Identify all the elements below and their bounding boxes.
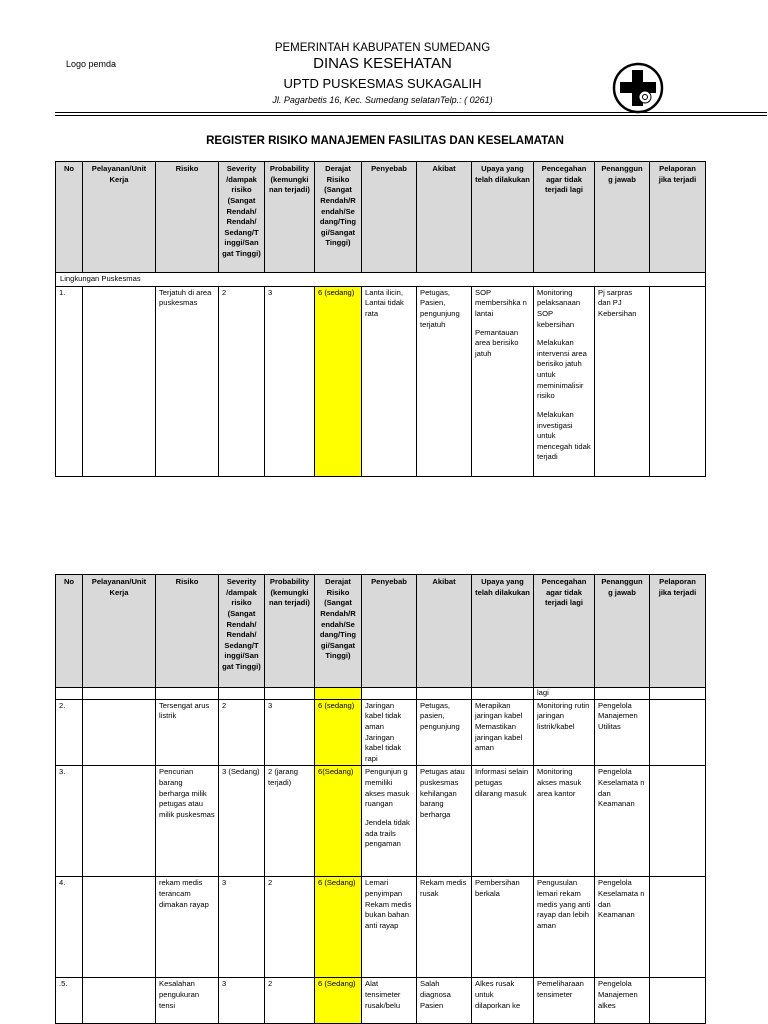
cell-upaya: Merapikan jaringan kabel Memastikan jaringan kabel aman [472, 699, 534, 766]
letterhead-divider-second [55, 115, 767, 116]
cell-no: .5. [56, 978, 83, 1024]
document-title: REGISTER RISIKO MANAJEMEN FASILITAS DAN KESELAMATAN [206, 135, 564, 147]
cell-derajat: 6 (sedang) [315, 286, 362, 476]
cell-unit [83, 877, 156, 978]
section-label: Lingkungan Puskesmas [56, 273, 706, 287]
cell-penyebab-part-b: Jendela tidak ada trails pengaman [365, 817, 410, 849]
table-header-row [56, 575, 706, 688]
cell-penanggung: Pengelola Manajemen alkes [595, 978, 650, 1024]
cell-pelaporan [650, 978, 706, 1024]
cell-severity: 3 [219, 877, 265, 978]
cell-upaya-part-a: SOP membersihka n lantai [475, 287, 527, 318]
letterhead-line-department: DINAS KESEHATAN [313, 55, 452, 72]
cell-risiko: Kesalahan pengukuran tensi [156, 978, 219, 1024]
health-cross-logo-icon [612, 62, 664, 114]
letterhead-line-government: PEMERINTAH KABUPATEN SUMEDANG [274, 42, 491, 54]
col-header-upaya: Upaya yang telah dilakukan [472, 575, 534, 688]
cell-penyebab: Lemari penyimpan Rekam medis bukan bahan anti rayap [362, 877, 417, 978]
cell-upaya: Pembersihan berkala [472, 877, 534, 978]
cell-pelaporan [650, 766, 706, 877]
col-header-severity: Severity /dampak risiko (Sangat Rendah/ Rendah/ Sedang/T inggi/San gat Tinggi) [219, 162, 265, 273]
cell-pencegahan: Pemeliharaan tensimeter [534, 978, 595, 1024]
cell-akibat: Salah diagnosa Pasien [417, 978, 472, 1024]
col-header-severity: Severity /dampak risiko (Sangat Rendah/ Rendah/ Sedang/T inggi/San gat Tinggi) [219, 575, 265, 688]
cell-upaya: Informasi selain petugas dilarang masuk [472, 766, 534, 877]
cell-derajat: 6(Sedang) [315, 766, 362, 877]
cell-pelaporan [650, 699, 706, 766]
col-header-penanggung: Penanggun g jawab [595, 575, 650, 688]
col-header-akibat: Akibat [417, 575, 472, 688]
col-header-penyebab: Penyebab [362, 575, 417, 688]
risk-register-table-1 [55, 161, 706, 477]
table-row [56, 978, 706, 1024]
col-header-penanggung: Penanggun g jawab [595, 162, 650, 273]
risk-register-table-2 [55, 574, 706, 1024]
cell-penyebab: Jaringan kabel tidak aman Jaringan kabel tidak rapi [362, 699, 417, 766]
col-header-upaya: Upaya yang telah dilakukan [472, 162, 534, 273]
letterhead-divider [55, 112, 767, 113]
cell-pencegahan: Monitoring akses masuk area kantor [534, 766, 595, 877]
cell-penanggung: Pj sarpras dan PJ Kebersihan [595, 286, 650, 476]
col-header-risiko: Risiko [156, 575, 219, 688]
col-header-risiko: Risiko [156, 162, 219, 273]
cell-pelaporan [650, 877, 706, 978]
cell-akibat: Rekam medis rusak [417, 877, 472, 978]
cell-risiko: Pencurian barang berharga milik petugas atau milik puskesmas [156, 766, 219, 877]
col-header-penyebab: Penyebab [362, 162, 417, 273]
cell-pencegahan-part-c: Melakukan investigasi untuk mencegah tidak terjadi [537, 409, 591, 462]
cell-derajat: 6 (Sedang) [315, 978, 362, 1024]
cell-risiko: Terjatuh di area puskesmas [156, 286, 219, 476]
cell-upaya: Alkes rusak untuk dilaporkan ke [472, 978, 534, 1024]
cell-unit [83, 978, 156, 1024]
cell-pelaporan [650, 286, 706, 476]
cell-severity: 3 (Sedang) [219, 766, 265, 877]
cell-severity: 2 [219, 286, 265, 476]
cell-probability: 3 [265, 286, 315, 476]
cell-akibat: Petugas atau puskesmas kehilangan barang berharga [417, 766, 472, 877]
cell-no: 2. [56, 699, 83, 766]
cell-no: 1. [56, 286, 83, 476]
cell-penyebab [362, 766, 417, 877]
col-header-pelaporan: Pelaporan jika terjadi [650, 162, 706, 273]
cell-akibat: Petugas, Pasien, pengunjung terjatuh [417, 286, 472, 476]
cell-risiko: Tersengat arus listrik [156, 699, 219, 766]
cell-derajat: 6 (sedang) [315, 699, 362, 766]
col-header-derajat: Derajat Risiko (Sangat Rendah/R endah/Se dang/Ting gi/Sangat Tinggi) [315, 575, 362, 688]
table-row [56, 286, 706, 476]
cell-upaya [472, 286, 534, 476]
cell-upaya-part-b: Pemantauan area berisiko jatuh [475, 327, 519, 358]
cell-pencegahan: Pengusulan lemari rekam medis yang anti rayap dan lebih aman [534, 877, 595, 978]
section-row [56, 273, 706, 287]
cell-penanggung: Pengelola Manajemen Utilitas [595, 699, 650, 766]
cell-penyebab: Alat tensimeter rusak/belu [362, 978, 417, 1024]
letterhead-line-puskesmas: UPTD PUSKESMAS SUKAGALIH [283, 76, 482, 91]
cell-probability: 2 [265, 978, 315, 1024]
cell-penyebab: Lanta ilicin, Lantai tidak rata [362, 286, 417, 476]
col-header-derajat: Derajat Risiko (Sangat Rendah/R endah/Se dang/Ting gi/Sangat Tinggi) [315, 162, 362, 273]
table-row [56, 877, 706, 978]
col-header-unit: Pelayanan/Unit Kerja [83, 575, 156, 688]
col-header-pencegahan: Pencegahan agar tidak terjadi lagi [534, 162, 595, 273]
letterhead-address: Jl. Pagarbetis 16, Kec. Sumedang selatanTelp.: ( 0261) [272, 95, 493, 105]
logo-pemda-placeholder: Logo pemda [66, 59, 117, 69]
cell-penanggung: Pengelola Keselamata n dan Keamanan [595, 766, 650, 877]
cell-probability: 2 [265, 877, 315, 978]
cell-penyebab-part-a: Pengunjun g memiliki akses masuk ruangan [365, 767, 410, 809]
cell-probability: 2 (jarang terjadi) [265, 766, 315, 877]
col-header-probability: Probability (kemungki nan terjadi) [265, 575, 315, 688]
cell-severity: 2 [219, 699, 265, 766]
col-header-unit: Pelayanan/Unit Kerja [83, 162, 156, 273]
cell-pencegahan [534, 286, 595, 476]
cell-unit [83, 286, 156, 476]
table-header-row [56, 162, 706, 273]
cell-no: 4. [56, 877, 83, 978]
continuation-text: lagi [534, 688, 595, 700]
cell-akibat: Petugas, pasien, pengunjung [417, 699, 472, 766]
cell-unit [83, 766, 156, 877]
cell-pencegahan-part-a: Monitoring pelaksanaan SOP kebersihan [537, 287, 581, 329]
cell-no: 3. [56, 766, 83, 877]
cell-risiko: rekam medis terancam dimakan rayap [156, 877, 219, 978]
table-row [56, 699, 706, 766]
cell-pencegahan-part-b: Melakukan intervensi area berisiko jatuh untuk meminimalisir risiko [537, 338, 587, 401]
cell-probability: 3 [265, 699, 315, 766]
cell-penanggung: Pengelola Keselamata n dan Keamanan [595, 877, 650, 978]
cell-unit [83, 699, 156, 766]
col-header-pencegahan: Pencegahan agar tidak terjadi lagi [534, 575, 595, 688]
col-header-no: No [56, 162, 83, 273]
cell-severity: 3 [219, 978, 265, 1024]
cell-pencegahan: Monitoring rutin jaringan listrik/kabel [534, 699, 595, 766]
cell-derajat: 6 (Sedang) [315, 877, 362, 978]
col-header-probability: Probability (kemungki nan terjadi) [265, 162, 315, 273]
continuation-row [56, 688, 706, 700]
col-header-no: No [56, 575, 83, 688]
col-header-akibat: Akibat [417, 162, 472, 273]
col-header-pelaporan: Pelaporan jika terjadi [650, 575, 706, 688]
table-row [56, 766, 706, 877]
